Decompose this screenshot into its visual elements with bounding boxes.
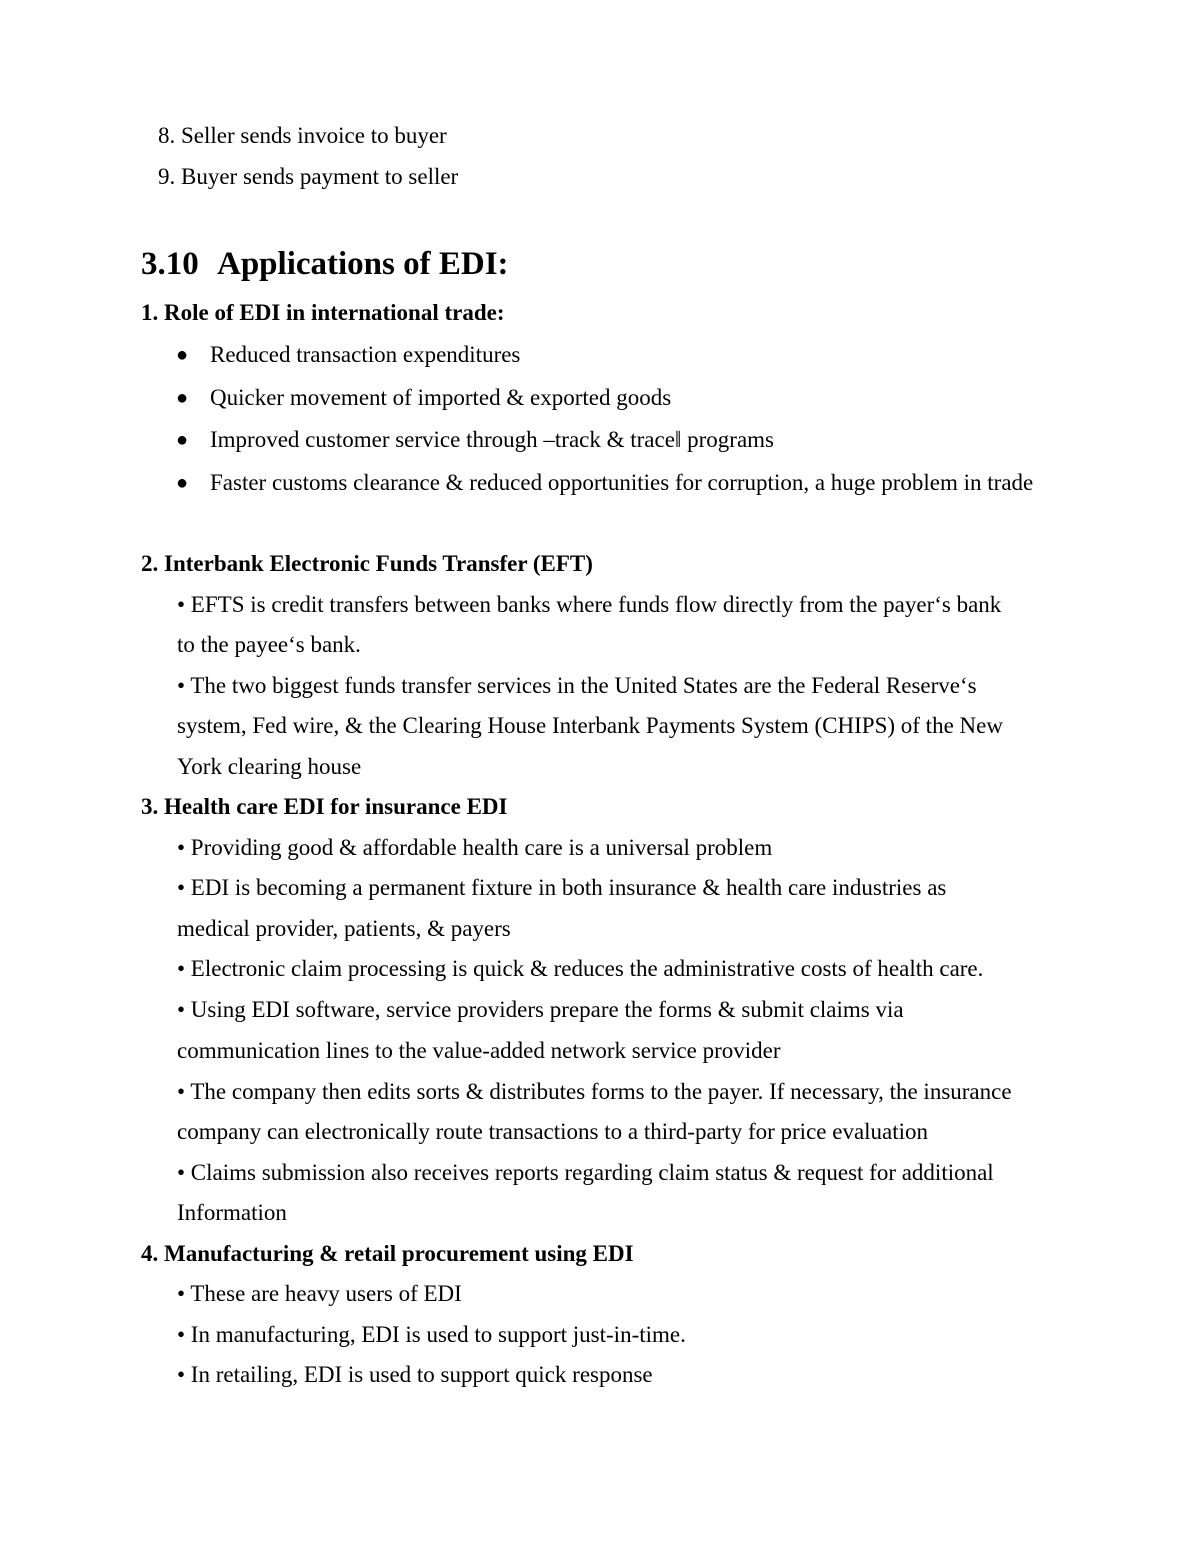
text-line: • Using EDI software, service providers prepare the forms & submit claims via (177, 997, 904, 1022)
text-line: • EDI is becoming a permanent fixture in both insurance & health care industries as (177, 875, 947, 900)
text-line: communication lines to the value-added network service provider (177, 1038, 781, 1063)
bullet-dot: ● (176, 472, 189, 494)
subsection-heading-2: 2. Interbank Electronic Funds Transfer (EFT) (141, 551, 593, 576)
subsection-heading-3: 3. Health care EDI for insurance EDI (141, 794, 508, 819)
text-line: • In retailing, EDI is used to support quick response (177, 1362, 653, 1387)
text-line: • The two biggest funds transfer services in the United States are the Federal Reserve‘s (177, 673, 977, 698)
text-line: medical provider, patients, & payers (177, 916, 511, 941)
step-9: 9. Buyer sends payment to seller (158, 164, 459, 189)
text-line: York clearing house (177, 754, 362, 779)
text-line: • Claims submission also receives reports regarding claim status & request for additional (177, 1160, 994, 1185)
text-line: • In manufacturing, EDI is used to support just-in-time. (177, 1322, 686, 1347)
text-line: • The company then edits sorts & distributes forms to the payer. If necessary, the insurance (177, 1079, 1012, 1104)
text-line: Information (177, 1200, 287, 1225)
text-line: • These are heavy users of EDI (177, 1281, 462, 1306)
bullet-item: Quicker movement of imported & exported goods (210, 385, 672, 410)
section-number: 3.10 (141, 246, 199, 282)
bullet-dot: ● (176, 387, 189, 409)
bullet-dot: ● (176, 344, 189, 366)
bullet-item: Faster customs clearance & reduced opportunities for corruption, a huge problem in trade (210, 470, 1034, 495)
section-heading (141, 244, 509, 284)
step-8: 8. Seller sends invoice to buyer (158, 123, 447, 148)
text-line: • Providing good & affordable health care is a universal problem (177, 835, 773, 860)
bullet-item: Improved customer service through –track & trace‖ programs (210, 427, 775, 452)
text-line: system, Fed wire, & the Clearing House Interbank Payments System (CHIPS) of the New (177, 713, 1003, 738)
text-line: • EFTS is credit transfers between banks where funds flow directly from the payer‘s bank (177, 592, 1002, 617)
bullet-dot: ● (176, 429, 189, 451)
text-line: to the payee‘s bank. (177, 632, 361, 657)
subsection-heading-1: 1. Role of EDI in international trade: (141, 300, 505, 325)
bullet-item: Reduced transaction expenditures (210, 342, 521, 367)
text-line: • Electronic claim processing is quick & reduces the administrative costs of health care. (177, 956, 984, 981)
section-title: Applications of EDI: (217, 246, 509, 282)
text-line: company can electronically route transactions to a third-party for price evaluation (177, 1119, 929, 1144)
subsection-heading-4: 4. Manufacturing & retail procurement using EDI (141, 1241, 634, 1266)
